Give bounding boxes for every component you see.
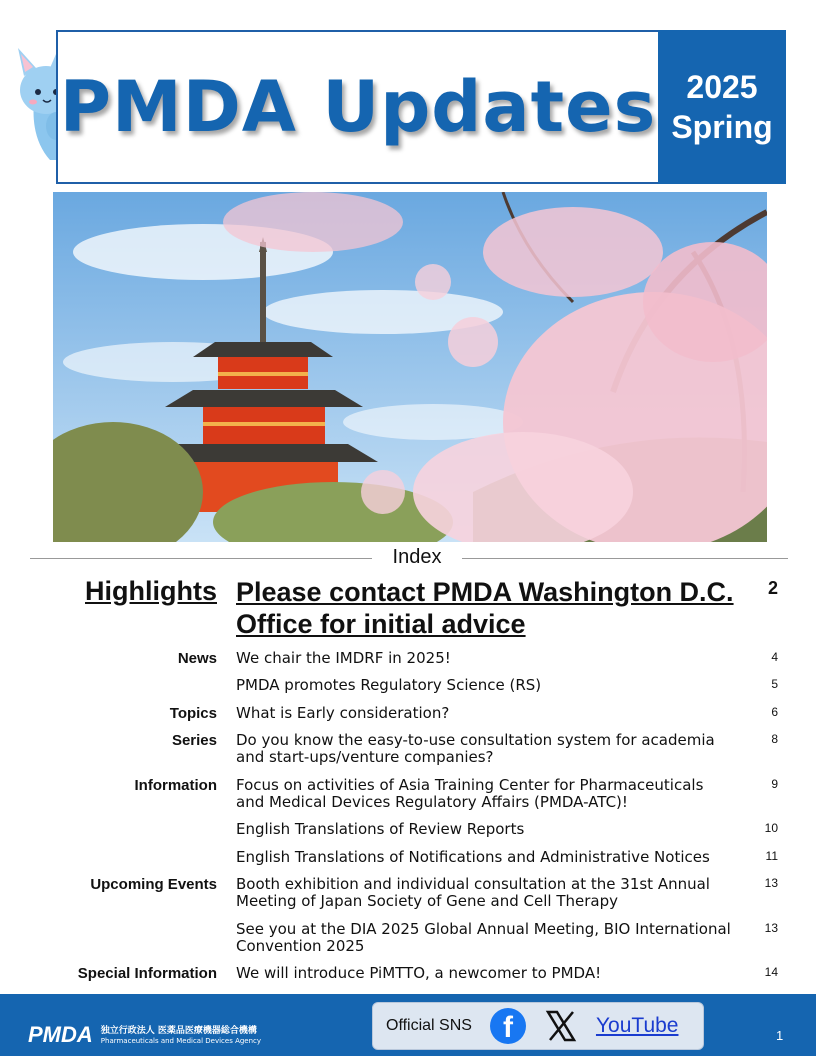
index-entry[interactable]: Do you know the easy-to-use consultation system for academia and start-ups/venture companies? bbox=[236, 731, 715, 766]
category-series: Series bbox=[171, 732, 217, 749]
newsletter-title: PMDA Updates bbox=[59, 66, 657, 148]
category-information: Information bbox=[134, 777, 217, 794]
entry-page-number: 4 bbox=[771, 650, 778, 664]
issue-badge bbox=[658, 30, 786, 184]
logo-wordmark: PMDA bbox=[28, 1022, 93, 1047]
category-upcoming-events: Upcoming Events bbox=[90, 876, 217, 893]
entry-page-number: 14 bbox=[764, 965, 778, 979]
entry-page-number: 9 bbox=[771, 777, 778, 791]
highlight-page-number: 2 bbox=[767, 578, 778, 598]
index-entry[interactable]: PMDA promotes Regulatory Science (RS) bbox=[236, 676, 542, 694]
x-twitter-icon[interactable] bbox=[544, 1009, 578, 1043]
entry-page-number: 13 bbox=[764, 921, 778, 935]
entry-page-number: 5 bbox=[771, 677, 778, 691]
pmda-logo[interactable] bbox=[28, 1024, 261, 1046]
index-entry[interactable]: We chair the IMDRF in 2025! bbox=[236, 649, 451, 667]
category-special-information: Special Information bbox=[77, 965, 217, 982]
index-entry[interactable]: We will introduce PiMTTO, a newcomer to PMDA! bbox=[236, 964, 602, 982]
facebook-icon[interactable]: f bbox=[490, 1008, 526, 1044]
index-entry[interactable]: What is Early consideration? bbox=[236, 704, 450, 722]
index-entry[interactable]: Booth exhibition and individual consultation at the 31st Annual Meeting of Japan Society of Gene and Cell Therapy bbox=[236, 875, 710, 910]
hero-pagoda-cherry-blossom-image bbox=[53, 192, 767, 542]
entry-page-number: 8 bbox=[771, 732, 778, 746]
index-divider-left bbox=[30, 558, 372, 559]
index-entry[interactable]: English Translations of Notifications and Administrative Notices bbox=[236, 848, 710, 866]
category-topics: Topics bbox=[169, 705, 217, 722]
logo-subtitle bbox=[101, 1026, 261, 1046]
index-heading: Index bbox=[372, 546, 462, 569]
entry-page-number: 13 bbox=[764, 876, 778, 890]
category-news: News bbox=[177, 650, 217, 667]
logo-english-name: Pharmaceuticals and Medical Devices Agency bbox=[100, 1037, 262, 1045]
entry-page-number: 6 bbox=[771, 705, 778, 719]
entry-page-number: 10 bbox=[764, 821, 778, 835]
issue-year: 2025 bbox=[686, 69, 758, 105]
index-entry[interactable]: English Translations of Review Reports bbox=[236, 820, 525, 838]
page-number: 1 bbox=[776, 1028, 784, 1043]
index-entry[interactable]: Focus on activities of Asia Training Center for Pharmaceuticals and Medical Devices Regulatory Affairs (PMDA-ATC)! bbox=[236, 776, 704, 811]
index-entry[interactable]: See you at the DIA 2025 Global Annual Meeting, BIO International Convention 2025 bbox=[236, 920, 731, 955]
youtube-link[interactable]: YouTube bbox=[595, 1014, 679, 1037]
highlight-title-link[interactable]: Please contact PMDA Washington D.C. Office for initial advice bbox=[236, 577, 734, 639]
logo-japanese-name: 独立行政法人 医薬品医療機器総合機構 bbox=[100, 1026, 257, 1036]
entry-page-number: 11 bbox=[765, 849, 778, 863]
official-sns-panel bbox=[372, 1002, 704, 1050]
index-divider-right bbox=[462, 558, 788, 559]
title-banner bbox=[56, 30, 660, 184]
highlight-category: Highlights bbox=[85, 576, 217, 606]
issue-season: Spring bbox=[671, 109, 773, 145]
sns-label: Official SNS bbox=[386, 1017, 472, 1034]
